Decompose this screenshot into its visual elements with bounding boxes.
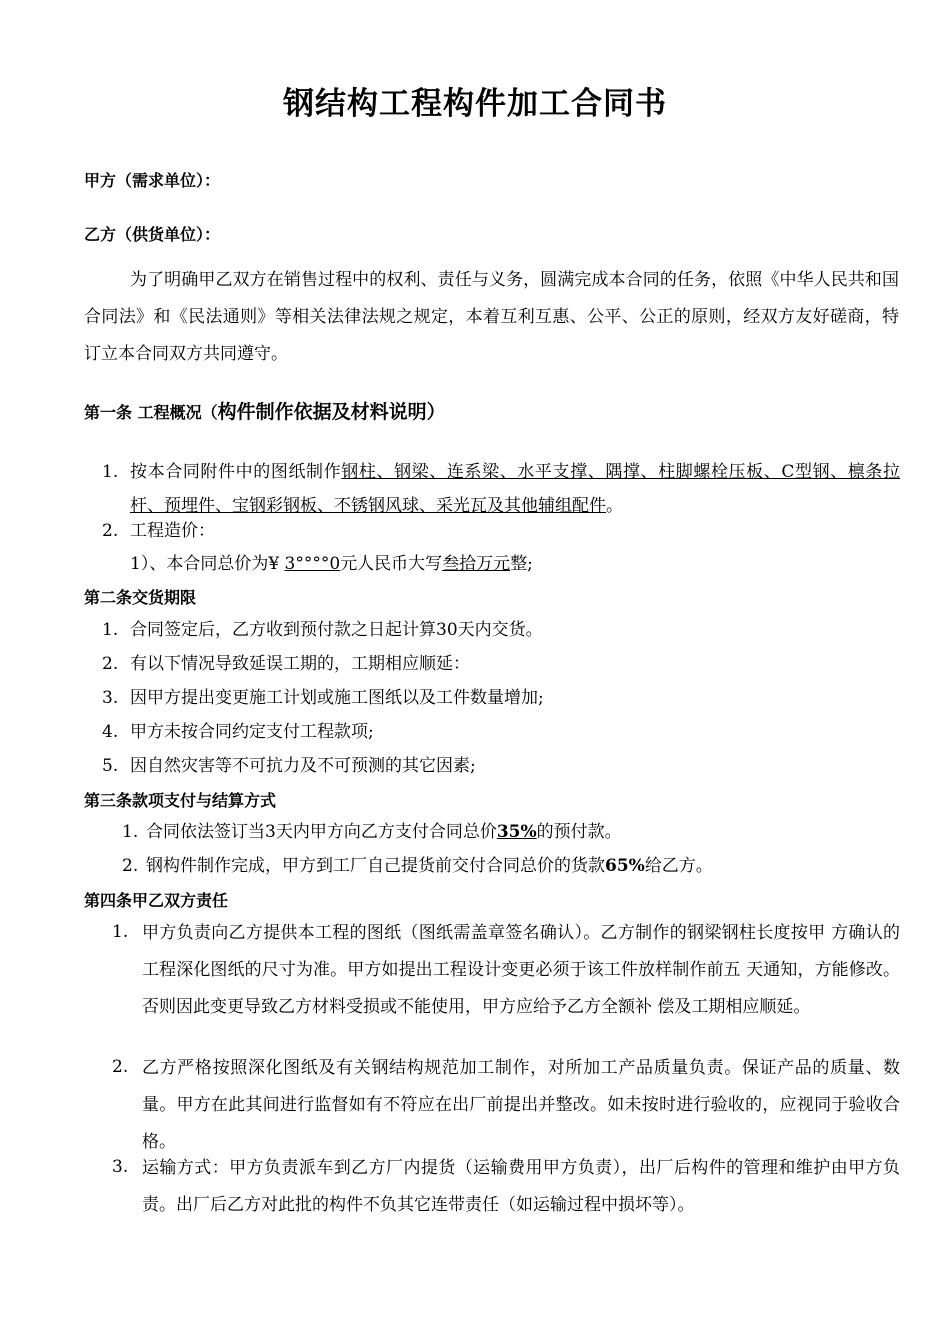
article1-item2: 工程造价： — [130, 521, 215, 541]
article3-heading: 第三条款项支付与结算方式 — [84, 791, 277, 810]
article3-item1-percent: 35% — [496, 822, 537, 842]
article2-item2-num: 2. — [102, 654, 119, 674]
document-title: 钢结构工程构件加工合同书 — [283, 86, 667, 122]
article4-item3: 运输方式：甲方负责派车到乙方厂内提货（运输费用甲方负责），出厂后构件的管理和维护由甲方负责。出厂后乙方对此批的构件不负其它连带责任（如运输过程中损坏等）。 — [142, 1158, 900, 1215]
party-b-label: 乙方（供货单位）： — [84, 225, 221, 244]
article1-price-line — [130, 547, 830, 581]
article2-item1: 合同签定后，乙方收到预付款之日起计算30天内交货。 — [130, 620, 543, 640]
article2-item5-num: 5. — [102, 756, 119, 776]
article1-item1-num: 1. — [102, 462, 119, 482]
article1-item1-suffix: 。 — [606, 496, 623, 516]
party-a-label: 甲方（需求单位）： — [84, 171, 221, 190]
article3-item2-suffix: 给乙方。 — [644, 856, 713, 876]
price-words: 叁拾万元 — [442, 554, 511, 574]
price-suffix: 整; — [510, 554, 533, 574]
article1-item1 — [130, 455, 900, 523]
article3-item2-prefix: 钢构件制作完成，甲方到工厂自己提货前交付合同总价的货款 — [146, 856, 605, 876]
article1-item1-prefix: 按本合同附件中的图纸制作 — [130, 462, 342, 482]
article2-item4-num: 4. — [102, 722, 119, 742]
article3-item1-suffix: 的预付款。 — [536, 822, 622, 842]
article3-item2-percent: 65% — [605, 856, 645, 876]
article4-item1: 甲方负责向乙方提供本工程的图纸（图纸需盖章签名确认）。乙方制作的钢梁钢柱长度按甲 方确认的工程深化图纸的尺寸为准。甲方如提出工程设计变更必须于该工件放样制作前五 天通知，方能修改。否则因此变更导致乙方材料受损或不能使用，甲方应给予乙方全额补 偿及工期相应顺延。 — [142, 923, 900, 1017]
article2-item4: 甲方未按合同约定支付工程款项; — [130, 722, 374, 742]
article4-item2-num: 2. — [112, 1057, 129, 1077]
price-prefix: 1）、本合同总价为¥ — [130, 554, 285, 574]
article1-item2-num: 2. — [102, 521, 119, 541]
article1-heading-main: 第一条 工程概况（ — [84, 403, 218, 422]
article4-item3-num: 3. — [112, 1157, 129, 1177]
intro-paragraph: 为了明确甲乙双方在销售过程中的权利、责任与义务，圆满完成本合同的任务，依照《中华人民共和国合同法》和《民法通则》等相关法律法规之规定，本着互利互惠、公平、公正的原则，经双方友好磋商，特订立本合同双方共同遵守。 — [84, 270, 899, 364]
article3-item1-num: 1. — [122, 822, 139, 842]
article1-heading-paren: 构件制作依据及材料说明） — [217, 401, 446, 423]
article4-heading: 第四条甲乙双方责任 — [84, 891, 229, 910]
article3-item1-prefix: 合同依法签订当3天内甲方向乙方支付合同总价 — [146, 822, 497, 842]
article1-heading — [84, 397, 446, 424]
article4-item1-num: 1. — [112, 922, 129, 942]
article2-item3-num: 3. — [102, 688, 119, 708]
article3-item2-num: 2. — [122, 856, 139, 876]
price-mid: 元人民币大写 — [340, 554, 443, 574]
price-amount: 3°°°°0 — [284, 554, 341, 574]
article2-item3: 因甲方提出变更施工计划或施工图纸以及工件数量增加; — [130, 688, 544, 708]
article2-item1-num: 1. — [102, 620, 119, 640]
article1-item1-components: 钢柱、钢梁、连系梁、水平支撑、隅撑、柱脚螺栓压板、C型钢、檩条拉杆、预埋件、宝钢彩钢板、不锈钢风球、采光瓦及其他辅组配件 — [130, 462, 901, 516]
article2-item5: 因自然灾害等不可抗力及不可预测的其它因素; — [130, 756, 476, 776]
article3-item2 — [146, 849, 900, 883]
article2-item2: 有以下情况导致延误工期的，工期相应顺延： — [130, 654, 470, 674]
article4-item2: 乙方严格按照深化图纸及有关钢结构规范加工制作，对所加工产品质量负责。保证产品的质量、数量。甲方在此其间进行监督如有不符应在出厂前提出并整改。如未按时进行验收的，应视同于验收合格。 — [142, 1058, 900, 1152]
article2-heading: 第二条交货期限 — [84, 588, 197, 607]
article3-item1 — [146, 815, 900, 849]
